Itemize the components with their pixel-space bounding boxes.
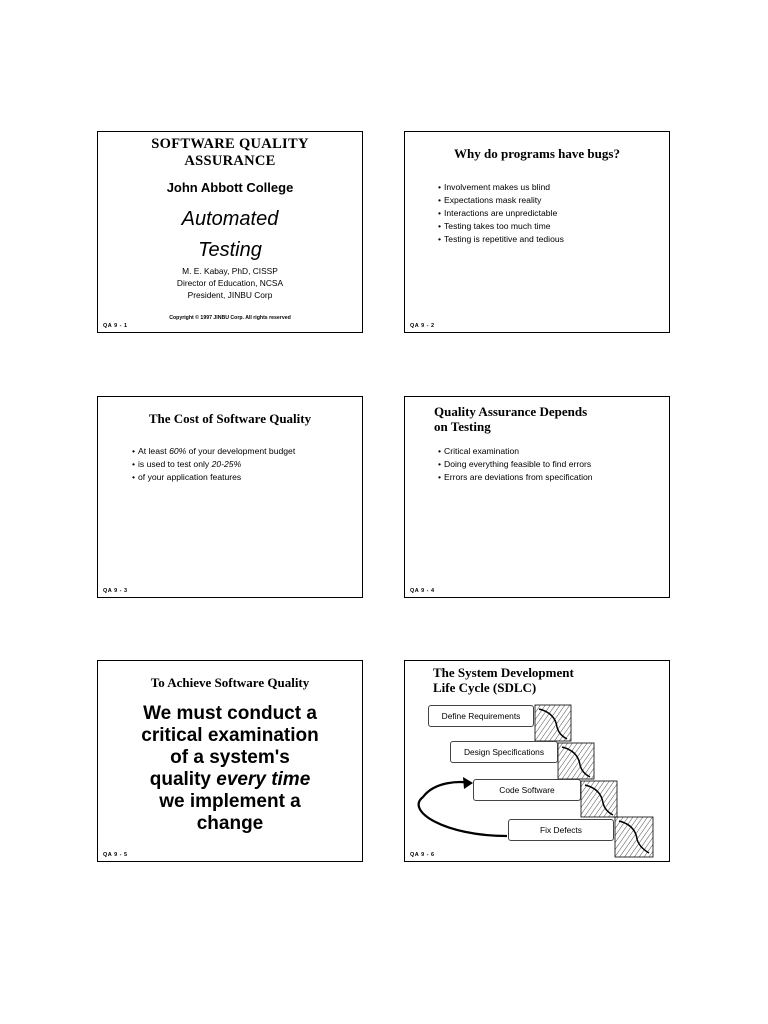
author-info: M. E. Kabay, PhD, CISSP Director of Education, NCSA President, JINBU Corp <box>176 266 284 300</box>
bullet-list <box>132 445 295 484</box>
waterfall-drop <box>535 705 571 741</box>
slide-title: Quality Assurance Depends on Testing <box>434 404 588 434</box>
list-item: • Expectations mask reality <box>438 194 564 207</box>
list-item: • Involvement makes us blind <box>438 181 564 194</box>
slide-title: To Achieve Software Quality <box>150 675 310 690</box>
list-item: • Errors are deviations from specification <box>438 471 593 484</box>
sdlc-step-define-requirements: Define Requirements <box>428 705 534 727</box>
list-item: • is used to test only 20-25% <box>132 458 295 471</box>
slide-3 <box>97 396 363 598</box>
slide-footer: QA 9 - 1 <box>103 323 128 329</box>
bullet-list <box>438 445 593 484</box>
list-item: • Interactions are unpredictable <box>438 207 564 220</box>
slide-6 <box>404 660 670 862</box>
list-item: • Doing everything feasible to find errors <box>438 458 593 471</box>
slide-title: Why do programs have bugs? <box>454 146 620 161</box>
slide-title: SOFTWARE QUALITY ASSURANCE <box>151 136 309 169</box>
slide-footer: QA 9 - 3 <box>103 588 128 594</box>
waterfall-drop <box>581 781 617 817</box>
slide-footer: QA 9 - 5 <box>103 852 128 858</box>
slide-footer: QA 9 - 4 <box>410 588 435 594</box>
waterfall-drop <box>558 743 594 779</box>
slide-footer: QA 9 - 6 <box>410 852 435 858</box>
slide-body: We must conduct a critical examination of a system's quality every time we implement a change <box>141 703 319 834</box>
sdlc-step-code-software: Code Software <box>473 779 581 801</box>
sdlc-step-design-specifications: Design Specifications <box>450 741 558 763</box>
slide-4 <box>404 396 670 598</box>
list-item: • Testing takes too much time <box>438 220 564 233</box>
copyright-notice: Copyright © 1997 JINBU Corp. All rights reserved <box>169 315 291 321</box>
slide-2 <box>404 131 670 333</box>
sdlc-step-fix-defects: Fix Defects <box>508 819 614 841</box>
arrowhead-icon <box>463 777 473 789</box>
bullet-list <box>438 181 564 246</box>
waterfall-drop <box>615 817 653 857</box>
list-item: • Critical examination <box>438 445 593 458</box>
list-item: • At least 60% of your development budget <box>132 445 295 458</box>
slide-footer: QA 9 - 2 <box>410 323 435 329</box>
list-item: • Testing is repetitive and tedious <box>438 233 564 246</box>
topic-title: Automated Testing <box>181 208 279 261</box>
slide-title: The Cost of Software Quality <box>148 411 312 426</box>
slide-1 <box>97 131 363 333</box>
list-item: • of your application features <box>132 471 295 484</box>
slide-5 <box>97 660 363 862</box>
slide-title: The System Development Life Cycle (SDLC) <box>433 665 574 695</box>
college-name: John Abbott College <box>166 180 294 195</box>
